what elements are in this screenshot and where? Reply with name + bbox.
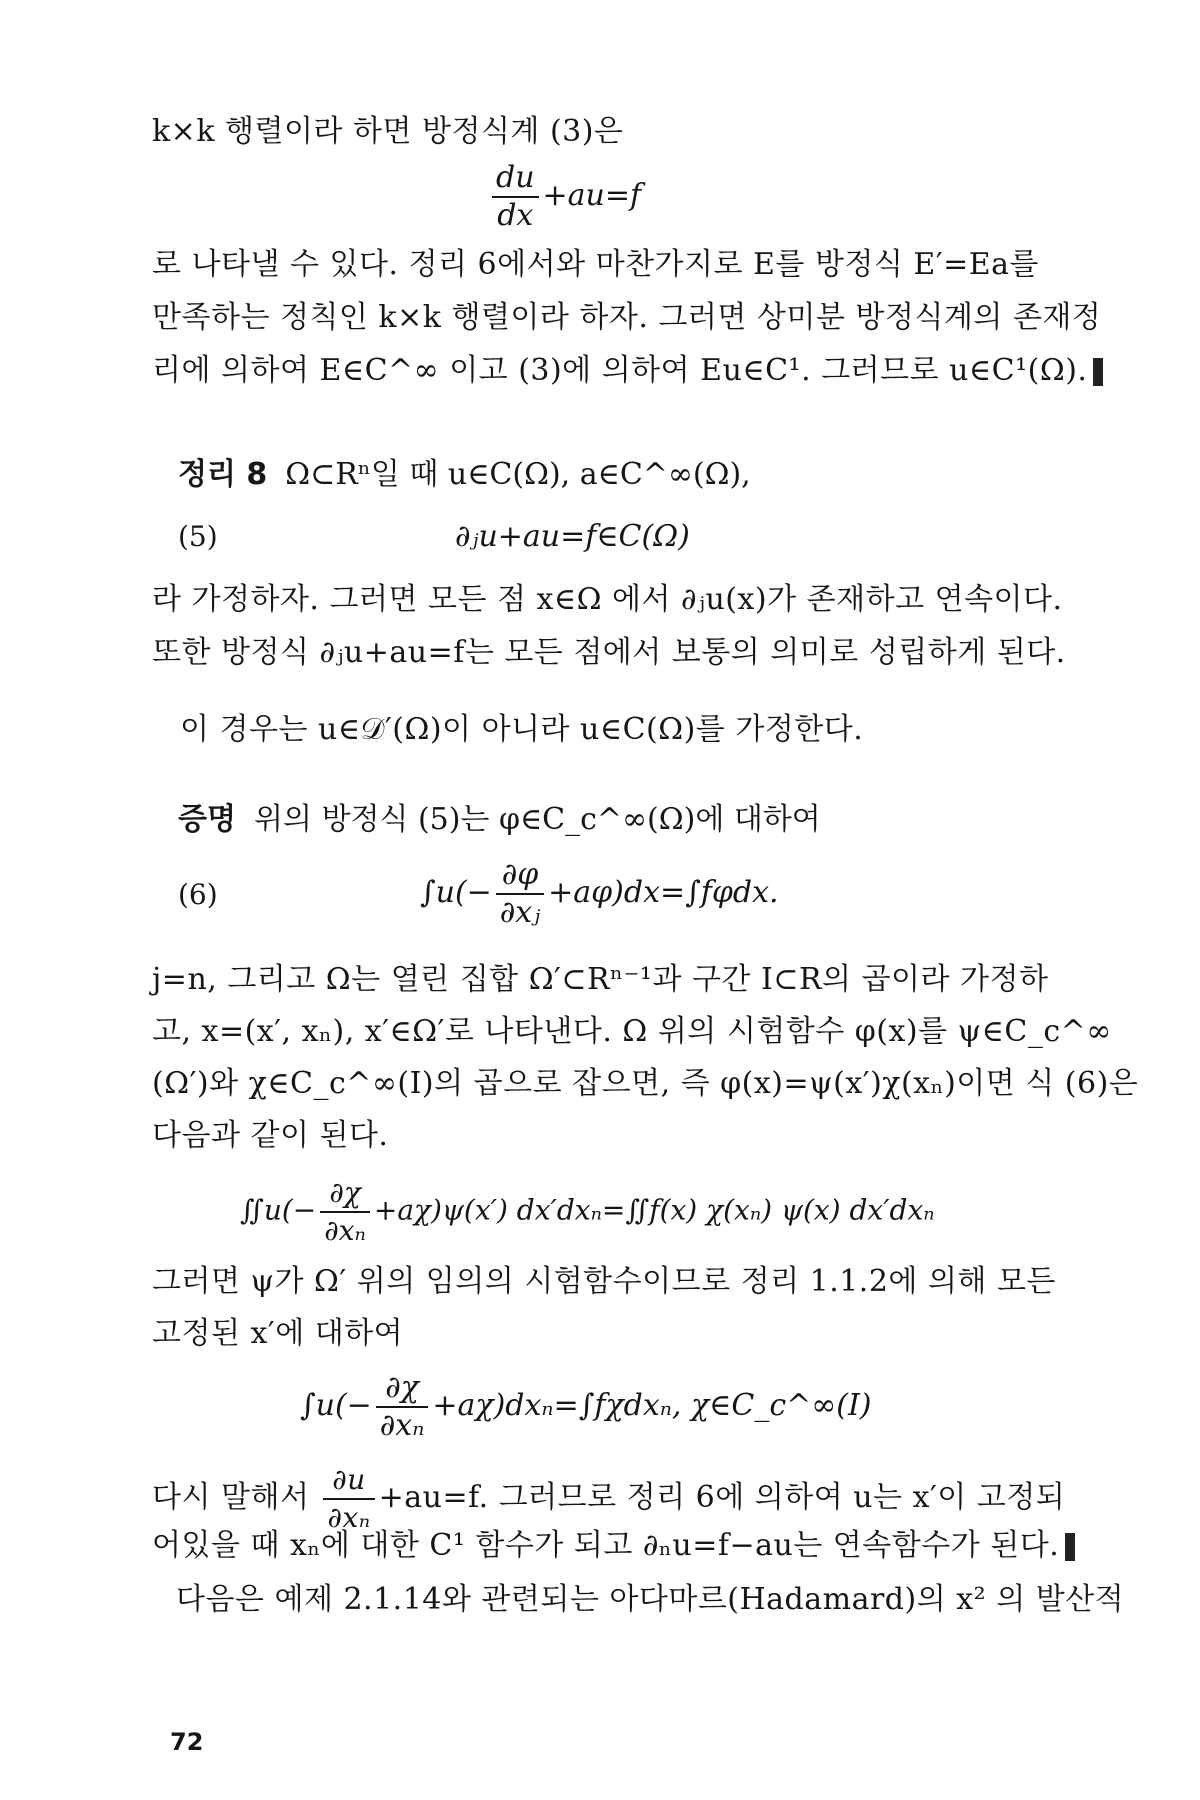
text-line: 고정된 x′에 대하여 [152, 1316, 404, 1351]
equation-part: ∫u(− [300, 1388, 372, 1423]
fraction-denominator: ∂xₙ [324, 1214, 366, 1247]
fraction [320, 1175, 370, 1249]
text-line: 라 가정하자. 그러면 모든 점 x∈Ω 에서 ∂ⱼu(x)가 존재하고 연속이다. [152, 582, 1063, 617]
text-line [152, 1462, 1072, 1536]
equation-ode [488, 160, 641, 234]
text-line: (Ω′)와 χ∈C_c^∞(I)의 곱으로 잡으면, 즉 φ(x)=ψ(x′)χ(xₙ)이면 식 (6)은 [152, 1066, 1139, 1101]
text-line: 그러면 ψ가 Ω′ 위의 임의의 시험함수이므로 정리 1.1.2에 의해 모든 [152, 1264, 1056, 1299]
text-line: 이 경우는 u∈𝒟′(Ω)이 아니라 u∈C(Ω)를 가정한다. [180, 712, 864, 747]
text-line: 다음은 예제 2.1.14와 관련되는 아다마르(Hadamard)의 x² 의 발산적 [176, 1582, 1125, 1617]
fraction-numerator: ∂χ [376, 1370, 429, 1408]
equation-part: ∬u(− [240, 1193, 317, 1227]
fraction-numerator: ∂φ [496, 857, 544, 895]
text-line: 로 나타낼 수 있다. 정리 6에서와 마찬가지로 E를 방정식 E′=Ea를 [152, 247, 1040, 282]
equation-part: ∫u(− [420, 875, 492, 910]
fraction-numerator: ∂χ [320, 1175, 370, 1213]
text-line [152, 1526, 1072, 1566]
fraction [376, 1370, 429, 1444]
theorem-statement: Ω⊂Rⁿ일 때 u∈C(Ω), a∈C^∞(Ω), [285, 457, 751, 492]
equation-6 [420, 857, 779, 931]
fraction-denominator: ∂xⱼ [499, 895, 541, 930]
proof-label: 증명 [178, 802, 236, 837]
qed-mark [1065, 1533, 1075, 1561]
theorem-heading [178, 455, 751, 495]
equation-7 [240, 1175, 935, 1249]
text-span: 어있을 때 xₙ에 대한 C¹ 함수가 되고 ∂ₙu=f−au는 연속함수가 된다. [152, 1528, 1060, 1563]
equation-part: +aχ)ψ(x′) dx′dxₙ=∬f(x) χ(xₙ) ψ(x) dx′dxₙ [373, 1193, 935, 1227]
fraction-numerator: ∂u [323, 1462, 374, 1500]
text-line: 만족하는 정칙인 k×k 행렬이라 하자. 그러면 상미분 방정식계의 존재정 [152, 300, 1102, 335]
text-span: 다시 말해서 [152, 1480, 310, 1515]
equation-5: ∂ⱼu+au=f∈C(Ω) [455, 519, 690, 554]
text-span: +au=f. 그러므로 정리 6에 의하여 u는 x′이 고정되 [378, 1480, 1066, 1515]
page-number: 72 [170, 1728, 204, 1756]
proof-heading [178, 800, 821, 840]
equation-label: (6) [178, 878, 218, 911]
text-span: 리에 의하여 E∈C^∞ 이고 (3)에 의하여 Eu∈C¹. 그러므로 u∈C¹(Ω). [152, 353, 1088, 388]
fraction-numerator: du [492, 160, 539, 198]
fraction [496, 857, 544, 931]
equation-tail: +au=f [542, 178, 642, 213]
fraction-denominator: dx [497, 198, 534, 233]
equation-8 [300, 1370, 872, 1444]
text-line: j=n, 그리고 Ω는 열린 집합 Ω′⊂Rⁿ⁻¹과 구간 I⊂R의 곱이라 가정하 [152, 962, 1049, 997]
proof-text: 위의 방정식 (5)는 φ∈C_c^∞(Ω)에 대하여 [253, 802, 821, 837]
qed-mark [1093, 358, 1103, 386]
text-line: k×k 행렬이라 하면 방정식계 (3)은 [152, 114, 624, 149]
fraction [492, 160, 539, 234]
equation-label: (5) [178, 520, 218, 553]
text-line: 또한 방정식 ∂ⱼu+au=f는 모든 점에서 보통의 의미로 성립하게 된다. [152, 635, 1066, 670]
text-line [152, 351, 1088, 391]
text-line: 다음과 같이 된다. [152, 1118, 389, 1153]
fraction-denominator: ∂xₙ [327, 1501, 371, 1534]
fraction-denominator: ∂xₙ [379, 1408, 425, 1443]
fraction [323, 1462, 374, 1536]
equation-part: +aφ)dx=∫fφdx. [548, 875, 779, 910]
text-line: 고, x=(x′, xₙ), x′∈Ω′로 나타낸다. Ω 위의 시험함수 φ(x)를 ψ∈C_c^∞ [152, 1014, 1112, 1049]
equation-part: +aχ)dxₙ=∫fχdxₙ, χ∈C_c^∞(I) [432, 1388, 872, 1423]
theorem-label: 정리 8 [178, 457, 268, 492]
